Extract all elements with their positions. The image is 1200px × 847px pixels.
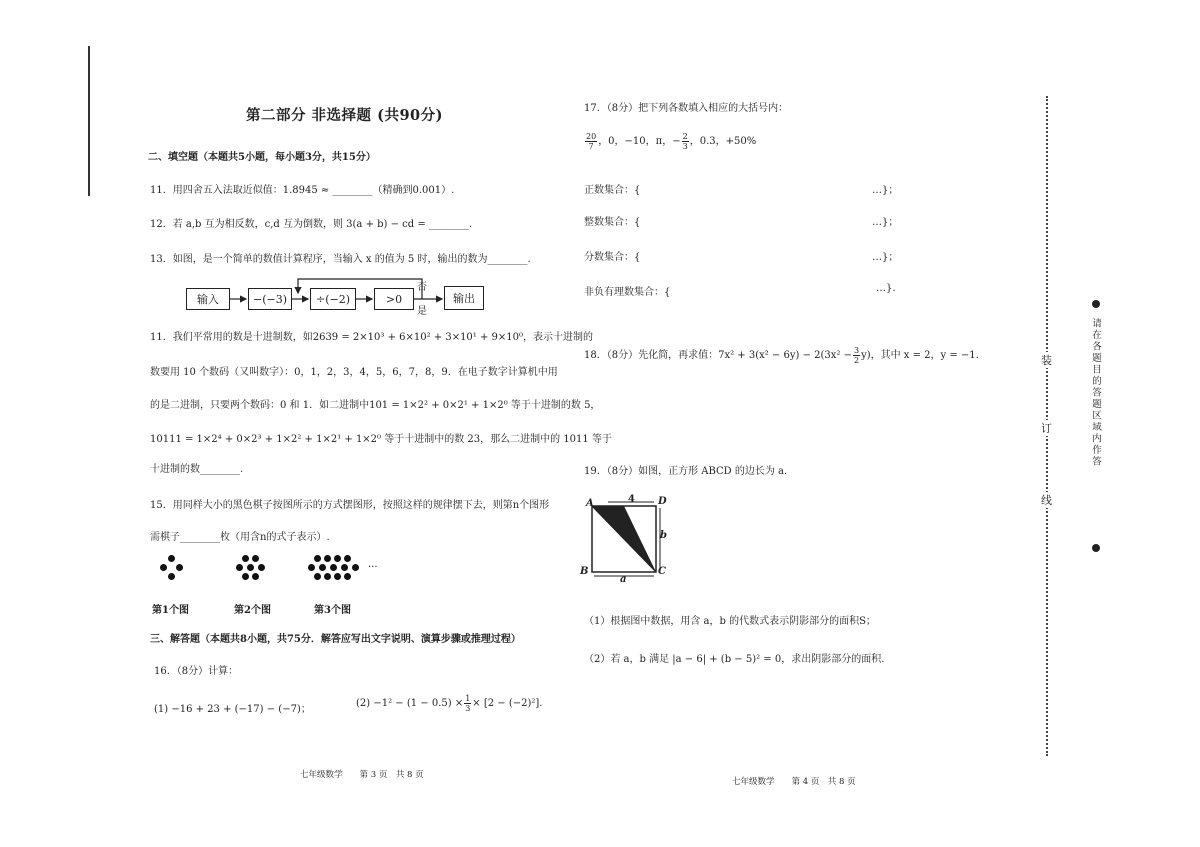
left-page-footer: 七年级数学 第 3 页 共 8 页 xyxy=(300,770,424,780)
chess-piece xyxy=(252,555,259,562)
chess-piece xyxy=(168,573,175,580)
chess-piece xyxy=(319,564,326,571)
fraction-two-thirds: $\frac{2}{3}$ xyxy=(682,132,688,151)
question-11: 11．用四舍五入法取近似值：1.8945 ≈ ________（精确到0.001）. xyxy=(150,185,455,196)
question-15-line-2: 需棋子________枚（用含n的式子表示）. xyxy=(150,532,330,543)
integer-set-end: …}； xyxy=(872,217,899,228)
flow-minus-box: −(−3) xyxy=(248,288,292,310)
question-19-part-2: （2）若 a，b 满足 |a − 6| + (b − 5)² = 0，求出阴影部分的面积. xyxy=(584,654,885,665)
chess-piece xyxy=(176,564,183,571)
positive-set-label: 正数集合：{ xyxy=(584,185,641,196)
question-17: 17．（8分）把下列各数填入相应的大括号内： xyxy=(584,103,789,114)
chess-piece xyxy=(252,573,259,580)
question-13: 13．如图，是一个简单的数值计算程序，当输入 x 的值为 5 时，输出的数为________. xyxy=(150,254,531,265)
chess-piece xyxy=(324,573,331,580)
binding-ding: 订 xyxy=(1041,422,1052,435)
q16-2-suffix: × [2 − (−2)²]. xyxy=(472,698,543,709)
question-16-part-2 xyxy=(356,694,543,713)
q16-2-prefix: (2) −1² − (1 − 0.5) × xyxy=(356,698,464,709)
nonneg-rational-set-label: 非负有理数集合：{ xyxy=(584,287,671,298)
section-title: 第二部分 非选择题 (共90分) xyxy=(246,107,443,124)
fill-section-heading: 二、填空题（本题共5小题，每小题3分，共15分） xyxy=(148,152,376,163)
chess-piece xyxy=(242,555,249,562)
figure-1-caption: 第1个图 xyxy=(152,605,189,616)
chess-piece xyxy=(341,564,348,571)
fraction-set-end: …}； xyxy=(872,252,899,263)
question-16: 16．（8分）计算： xyxy=(154,666,239,677)
question-12: 12．若 a,b 互为相反数，c,d 互为倒数，则 3(a + b) − cd = ________. xyxy=(150,219,473,230)
right-page-footer: 七年级数学 第 4 页 共 8 页 xyxy=(732,777,856,787)
flow-output-box: 输出 xyxy=(444,286,484,310)
flow-input-box: 输入 xyxy=(186,288,230,310)
chess-piece xyxy=(334,573,341,580)
positive-set-end: …}； xyxy=(872,185,899,196)
fraction-three-halves: $\frac{3}{2}$ xyxy=(853,346,860,365)
chess-piece xyxy=(324,555,331,562)
question-14-line-5: 十进制的数________. xyxy=(150,464,244,475)
side-note-dot-top xyxy=(1092,300,1100,308)
scan-mark-line xyxy=(88,46,90,196)
length-a-label: a xyxy=(620,574,627,585)
figure-3-caption: 第3个图 xyxy=(314,605,351,616)
chess-piece xyxy=(168,555,175,562)
chess-piece xyxy=(334,555,341,562)
vertex-c-label: C xyxy=(658,566,666,577)
q17-number-list-tail: ，0.3，+50% xyxy=(689,136,757,147)
binding-xian: 线 xyxy=(1041,494,1052,507)
square-abcd-figure xyxy=(580,496,672,586)
question-18 xyxy=(584,346,986,365)
fraction-one-third: $\frac{1}{3}$ xyxy=(465,694,471,713)
chess-piece xyxy=(242,573,249,580)
fraction-twenty-sevenths: $\frac{20}{7}$ xyxy=(586,132,597,151)
q18-suffix: y)，其中 x = 2，y = −1． xyxy=(861,350,986,361)
flow-compare-box: >0 xyxy=(374,288,414,310)
chess-piece xyxy=(160,564,167,571)
question-19-part-1: （1）根据图中数据，用含 a，b 的代数式表示阴影部分的面积S； xyxy=(584,616,876,627)
chess-piece xyxy=(344,573,351,580)
flowchart xyxy=(186,275,486,320)
q17-number-list-mid: ，0，−10，π，− xyxy=(598,136,681,147)
vertex-a-label: A xyxy=(586,498,594,509)
flow-divide-box: ÷(−2) xyxy=(310,288,356,310)
binding-zhuang: 装 xyxy=(1041,354,1052,367)
chess-piece xyxy=(344,555,351,562)
chess-piece xyxy=(308,564,315,571)
pattern-figure-3 xyxy=(306,555,366,583)
chess-piece xyxy=(352,564,359,571)
question-14-line-2: 数要用 10 个数码（又叫数字）：0，1，2，3，4，5，6，7，8，9．在电子数字计算机中用 xyxy=(150,367,558,378)
pattern-ellipsis: ··· xyxy=(368,562,378,573)
vertex-b-label: B xyxy=(580,566,589,577)
length-4-label: 4 xyxy=(628,494,635,505)
q18-prefix: 18．（8分）先化简，再求值：7x² + 3(x² − 6y) − 2(3x² − xyxy=(584,350,852,361)
vertex-d-label: D xyxy=(658,496,667,507)
answer-section-heading: 三、解答题（本题共8小题，共75分．解答应写出文字说明、演算步骤或推理过程） xyxy=(150,634,521,645)
question-14-line-1: 11．我们平常用的数是十进制数，如2639 = 2×10³ + 6×10² + 3×10¹ + 9×10⁰，表示十进制的 xyxy=(150,332,594,343)
flow-yes-label: 是 xyxy=(417,306,427,317)
question-14-line-3: 的是二进制，只要两个数码：0 和 1．如二进制中101 = 1×2² + 0×2¹ + 1×2⁰ 等于十进制的数 5， xyxy=(150,400,601,411)
integer-set-label: 整数集合：{ xyxy=(584,217,641,228)
chess-piece xyxy=(236,564,243,571)
question-15-line-1: 15．用同样大小的黑色棋子按图所示的方式摆图形，按照这样的规律摆下去，则第n个图形 xyxy=(150,500,550,511)
chess-piece xyxy=(314,555,321,562)
pattern-figure-1 xyxy=(158,555,186,583)
question-19: 19．（8分）如图，正方形 ABCD 的边长为 a． xyxy=(584,466,795,477)
chess-piece xyxy=(314,573,321,580)
fraction-set-label: 分数集合：{ xyxy=(584,252,641,263)
nonneg-rational-set-end: …}. xyxy=(876,283,896,294)
side-note-text: 请在各题目的答题区域内作答 xyxy=(1090,318,1101,468)
question-14-line-4: 10111 = 1×2⁴ + 0×2³ + 1×2² + 1×2¹ + 1×2⁰ 等于十进制中的数 23，那么二进制中的 1011 等于 xyxy=(150,434,612,445)
chess-piece xyxy=(330,564,337,571)
figure-2-caption: 第2个图 xyxy=(234,605,271,616)
flow-no-label: 否 xyxy=(417,282,427,293)
length-b-label: b xyxy=(660,530,667,541)
pattern-figure-2 xyxy=(234,555,274,583)
question-17-numbers xyxy=(584,132,756,151)
chess-piece xyxy=(258,564,265,571)
question-16-part-1: (1) −16 + 23 + (−17) − (−7)； xyxy=(154,704,311,715)
chess-piece xyxy=(247,564,254,571)
side-note-dot-bottom xyxy=(1092,544,1100,552)
